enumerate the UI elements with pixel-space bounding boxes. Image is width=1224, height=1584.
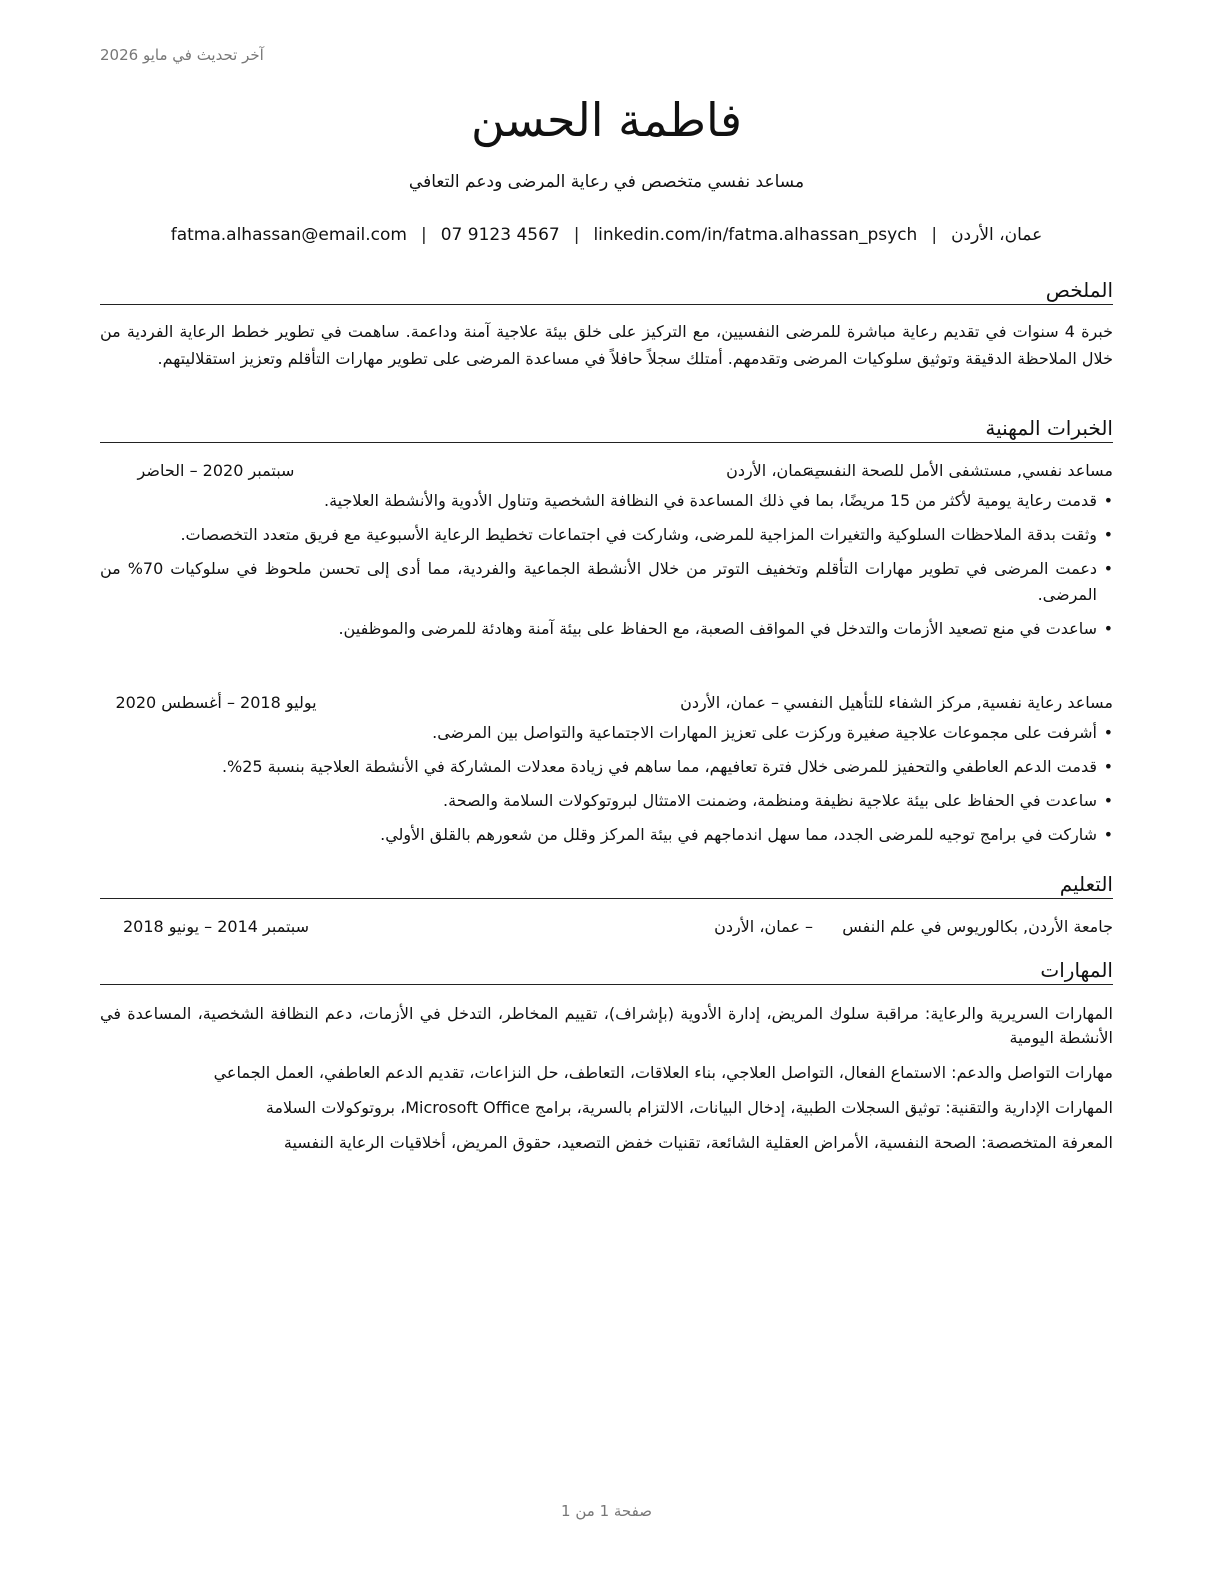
- job-bullet: • قدمت الدعم العاطفي والتحفيز للمرضى خلال فترة تعافيهم، مما ساهم في زيادة معدلات المشاركة في الأنشطة العلاجية بنسبة 25%.: [100, 754, 1113, 780]
- page-number: صفحة 1 من 1: [561, 1502, 652, 1520]
- education-dates: سبتمبر 2014 – يونيو 2018: [122, 917, 310, 936]
- job-dates: سبتمبر 2020 – الحاضر: [137, 461, 295, 480]
- contact-location: عمان، الأردن: [951, 225, 1043, 245]
- job-bullet: • أشرفت على مجموعات علاجية صغيرة وركزت على تعزيز المهارات الاجتماعية والتواصل بين المرضى.: [100, 720, 1113, 746]
- contact-separator: |: [573, 225, 580, 245]
- section-title-education: التعليم: [100, 870, 1113, 899]
- section-title-skills: المهارات: [100, 956, 1113, 985]
- job-bullet: • وثقت بدقة الملاحظات السلوكية والتغيرات المزاجية للمرضى، وشاركت في اجتماعات تخطيط الرعاية الأسبوعية مع فريق متعدد التخصصات.: [100, 522, 1113, 548]
- job-header: [100, 690, 1113, 716]
- skills-row: المعرفة المتخصصة: الصحة النفسية، الأمراض العقلية الشائعة، تقنيات خفض التصعيد، حقوق المريض، أخلاقيات الرعاية النفسية: [283, 1133, 1113, 1152]
- job-header: [100, 458, 1113, 484]
- job-title: مساعد رعاية نفسية, مركز الشفاء للتأهيل النفسي: [783, 693, 1113, 712]
- job-location: – عمان، الأردن: [680, 693, 779, 712]
- candidate-tagline: مساعد نفسي متخصص في رعاية المرضى ودعم التعافي: [408, 172, 805, 192]
- contact-separator: |: [421, 225, 427, 245]
- section-title-summary: الملخص: [100, 276, 1113, 305]
- skills-row: المهارات السريرية والرعاية: مراقبة سلوك المريض، إدارة الأدوية (بإشراف)، تقييم المخاطر، التدخل في الأزمات، دعم النظافة الشخصية، المساعدة في الأنشطة اليومية: [100, 1004, 1113, 1047]
- job-bullets: [100, 488, 1113, 650]
- summary-text: خبرة 4 سنوات في تقديم رعاية مباشرة للمرضى النفسيين، مع التركيز على خلق بيئة علاجية آمنة وداعمة. ساهمت في تطوير خطط الرعاية الفردية من خلال الملاحظة الدقيقة وتوثيق سلوكيات المرضى وتقدمهم. أمتلك سجلاً حافلاً في مساعدة المرضى على تطوير مهارات التأقلم وتعزيز استقلاليتهم.: [100, 322, 1114, 368]
- job-bullet: • قدمت رعاية يومية لأكثر من 15 مريضًا، بما في ذلك المساعدة في النظافة الشخصية وتناول الأدوية والأنشطة العلاجية.: [100, 488, 1113, 514]
- skills-row: مهارات التواصل والدعم: الاستماع الفعال، التواصل العلاجي، بناء العلاقات، التعاطف، حل النزاعات، تقديم الدعم العاطفي، العمل الجماعي: [213, 1063, 1113, 1082]
- contact-phone[interactable]: 07 9123 4567: [440, 225, 560, 245]
- contact-separator: |: [931, 225, 938, 245]
- job-bullet: • ساعدت في منع تصعيد الأزمات والتدخل في المواقف الصعبة، مع الحفاظ على بيئة آمنة وهادئة للمرضى والموظفين.: [100, 616, 1113, 642]
- job-bullet: • شاركت في برامج توجيه للمرضى الجدد، مما سهل اندماجهم في بيئة المركز وقلل من شعورهم بالقلق الأولي.: [100, 822, 1113, 848]
- resume-page: [100, 0, 1113, 1584]
- skills-row: المهارات الإدارية والتقنية: توثيق السجلات الطبية، إدخال البيانات، الالتزام بالسرية، برامج Microsoft Office، بروتوكولات السلامة: [265, 1098, 1113, 1117]
- job-title: مساعد نفسي, مستشفى الأمل للصحة النفسية: [806, 461, 1113, 480]
- education-entry: [100, 914, 1113, 940]
- job-bullet: • ساعدت في الحفاظ على بيئة علاجية نظيفة ومنظمة، وضمنت الامتثال لبروتوكولات السلامة والصحة.: [100, 788, 1113, 814]
- education-school: جامعة الأردن, بكالوريوس في علم النفس: [842, 917, 1113, 936]
- candidate-name: فاطمة الحسن: [470, 93, 743, 147]
- skills-list: [100, 1002, 1113, 1166]
- job-bullets: [100, 720, 1113, 856]
- education-location: – عمان، الأردن: [714, 917, 813, 936]
- contact-line: [100, 222, 1113, 248]
- last-updated: آخر تحديث في مايو 2026: [100, 46, 264, 64]
- section-title-experience: الخبرات المهنية: [100, 414, 1113, 443]
- job-location: – عمان، الأردن: [726, 461, 825, 480]
- job-dates: يوليو 2018 – أغسطس 2020: [115, 693, 317, 712]
- contact-email[interactable]: fatma.alhassan@email.com: [170, 225, 407, 245]
- contact-linkedin[interactable]: linkedin.com/in/fatma.alhassan_psych: [593, 225, 918, 245]
- job-bullet: • دعمت المرضى في تطوير مهارات التأقلم وتخفيف التوتر من خلال الأنشطة الجماعية والفردية، مما أدى إلى تحسن ملحوظ في سلوكيات 70% من المرضى.: [100, 556, 1113, 608]
